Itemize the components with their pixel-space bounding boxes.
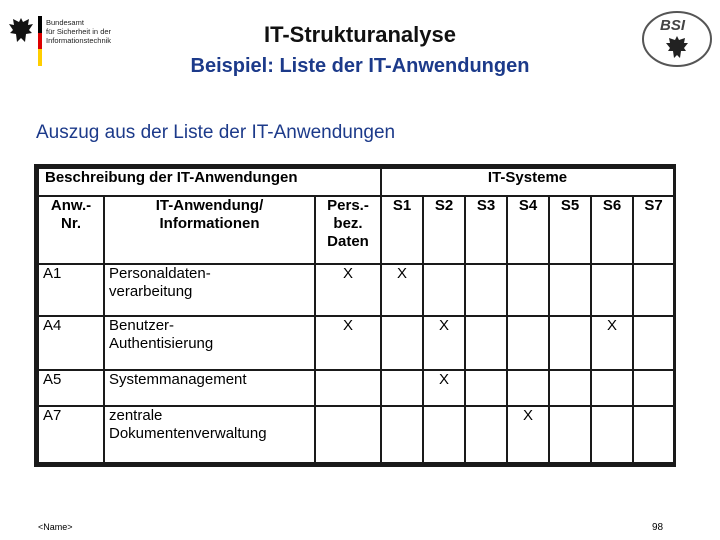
cell-s5 [549,264,591,316]
row-nr: A7 [38,406,104,463]
bund-logo-text: Bundesamt für Sicherheit in der Informationstechnik [46,18,112,45]
cell-s4 [507,370,549,406]
cell-s1: X [381,264,423,316]
row-name: Personaldaten- verarbeitung [104,264,315,316]
cell-s2: X [423,370,465,406]
footer-name: <Name> [38,522,73,532]
col-header-s7: S7 [633,196,674,264]
col-header-s1: S1 [381,196,423,264]
cell-s4 [507,264,549,316]
cell-s1 [381,370,423,406]
cell-s6 [591,370,633,406]
cell-s2: X [423,316,465,370]
cell-s4 [507,316,549,370]
col-header-s6: S6 [591,196,633,264]
row-nr: A1 [38,264,104,316]
cell-s3 [465,316,507,370]
cell-s2 [423,264,465,316]
cell-s1 [381,316,423,370]
row-name: Benutzer- Authentisierung [104,316,315,370]
row-nr: A5 [38,370,104,406]
row-name: zentrale Dokumentenverwaltung [104,406,315,463]
table-row [38,370,674,406]
row-name: Systemmanagement [104,370,315,406]
cell-s5 [549,370,591,406]
bsi-eagle-icon [666,36,688,58]
cell-s2 [423,406,465,463]
col-header-s3: S3 [465,196,507,264]
table-row [38,406,674,463]
row-pers [315,370,381,406]
col-header-pers: Pers.- bez. Daten [315,196,381,264]
section-heading: Auszug aus der Liste der IT-Anwendungen [36,122,396,143]
applications-table [37,167,675,464]
group-header-systems: IT-Systeme [381,168,674,196]
cell-s3 [465,370,507,406]
cell-s7 [633,406,674,463]
row-pers: X [315,316,381,370]
applications-table-frame [34,164,676,467]
col-header-s4: S4 [507,196,549,264]
cell-s3 [465,264,507,316]
row-pers [315,406,381,463]
cell-s6 [591,264,633,316]
table-row [38,316,674,370]
page-number: 98 [652,522,664,533]
cell-s3 [465,406,507,463]
cell-s7 [633,264,674,316]
group-header-applications: Beschreibung der IT-Anwendungen [38,168,381,196]
cell-s6: X [591,316,633,370]
col-header-s2: S2 [423,196,465,264]
cell-s5 [549,316,591,370]
cell-s7 [633,316,674,370]
cell-s5 [549,406,591,463]
page-title: IT-Strukturanalyse [264,22,456,47]
page-subtitle: Beispiel: Liste der IT-Anwendungen [190,55,530,77]
bsi-logo-text: BSI [660,17,686,34]
cell-s6 [591,406,633,463]
row-pers: X [315,264,381,316]
col-header-anw-nr: Anw.- Nr. [38,196,104,264]
table-row [38,264,674,316]
cell-s1 [381,406,423,463]
col-header-s5: S5 [549,196,591,264]
cell-s7 [633,370,674,406]
row-nr: A4 [38,316,104,370]
col-header-anwendung: IT-Anwendung/ Informationen [104,196,315,264]
bsi-logo [640,8,714,70]
cell-s4: X [507,406,549,463]
